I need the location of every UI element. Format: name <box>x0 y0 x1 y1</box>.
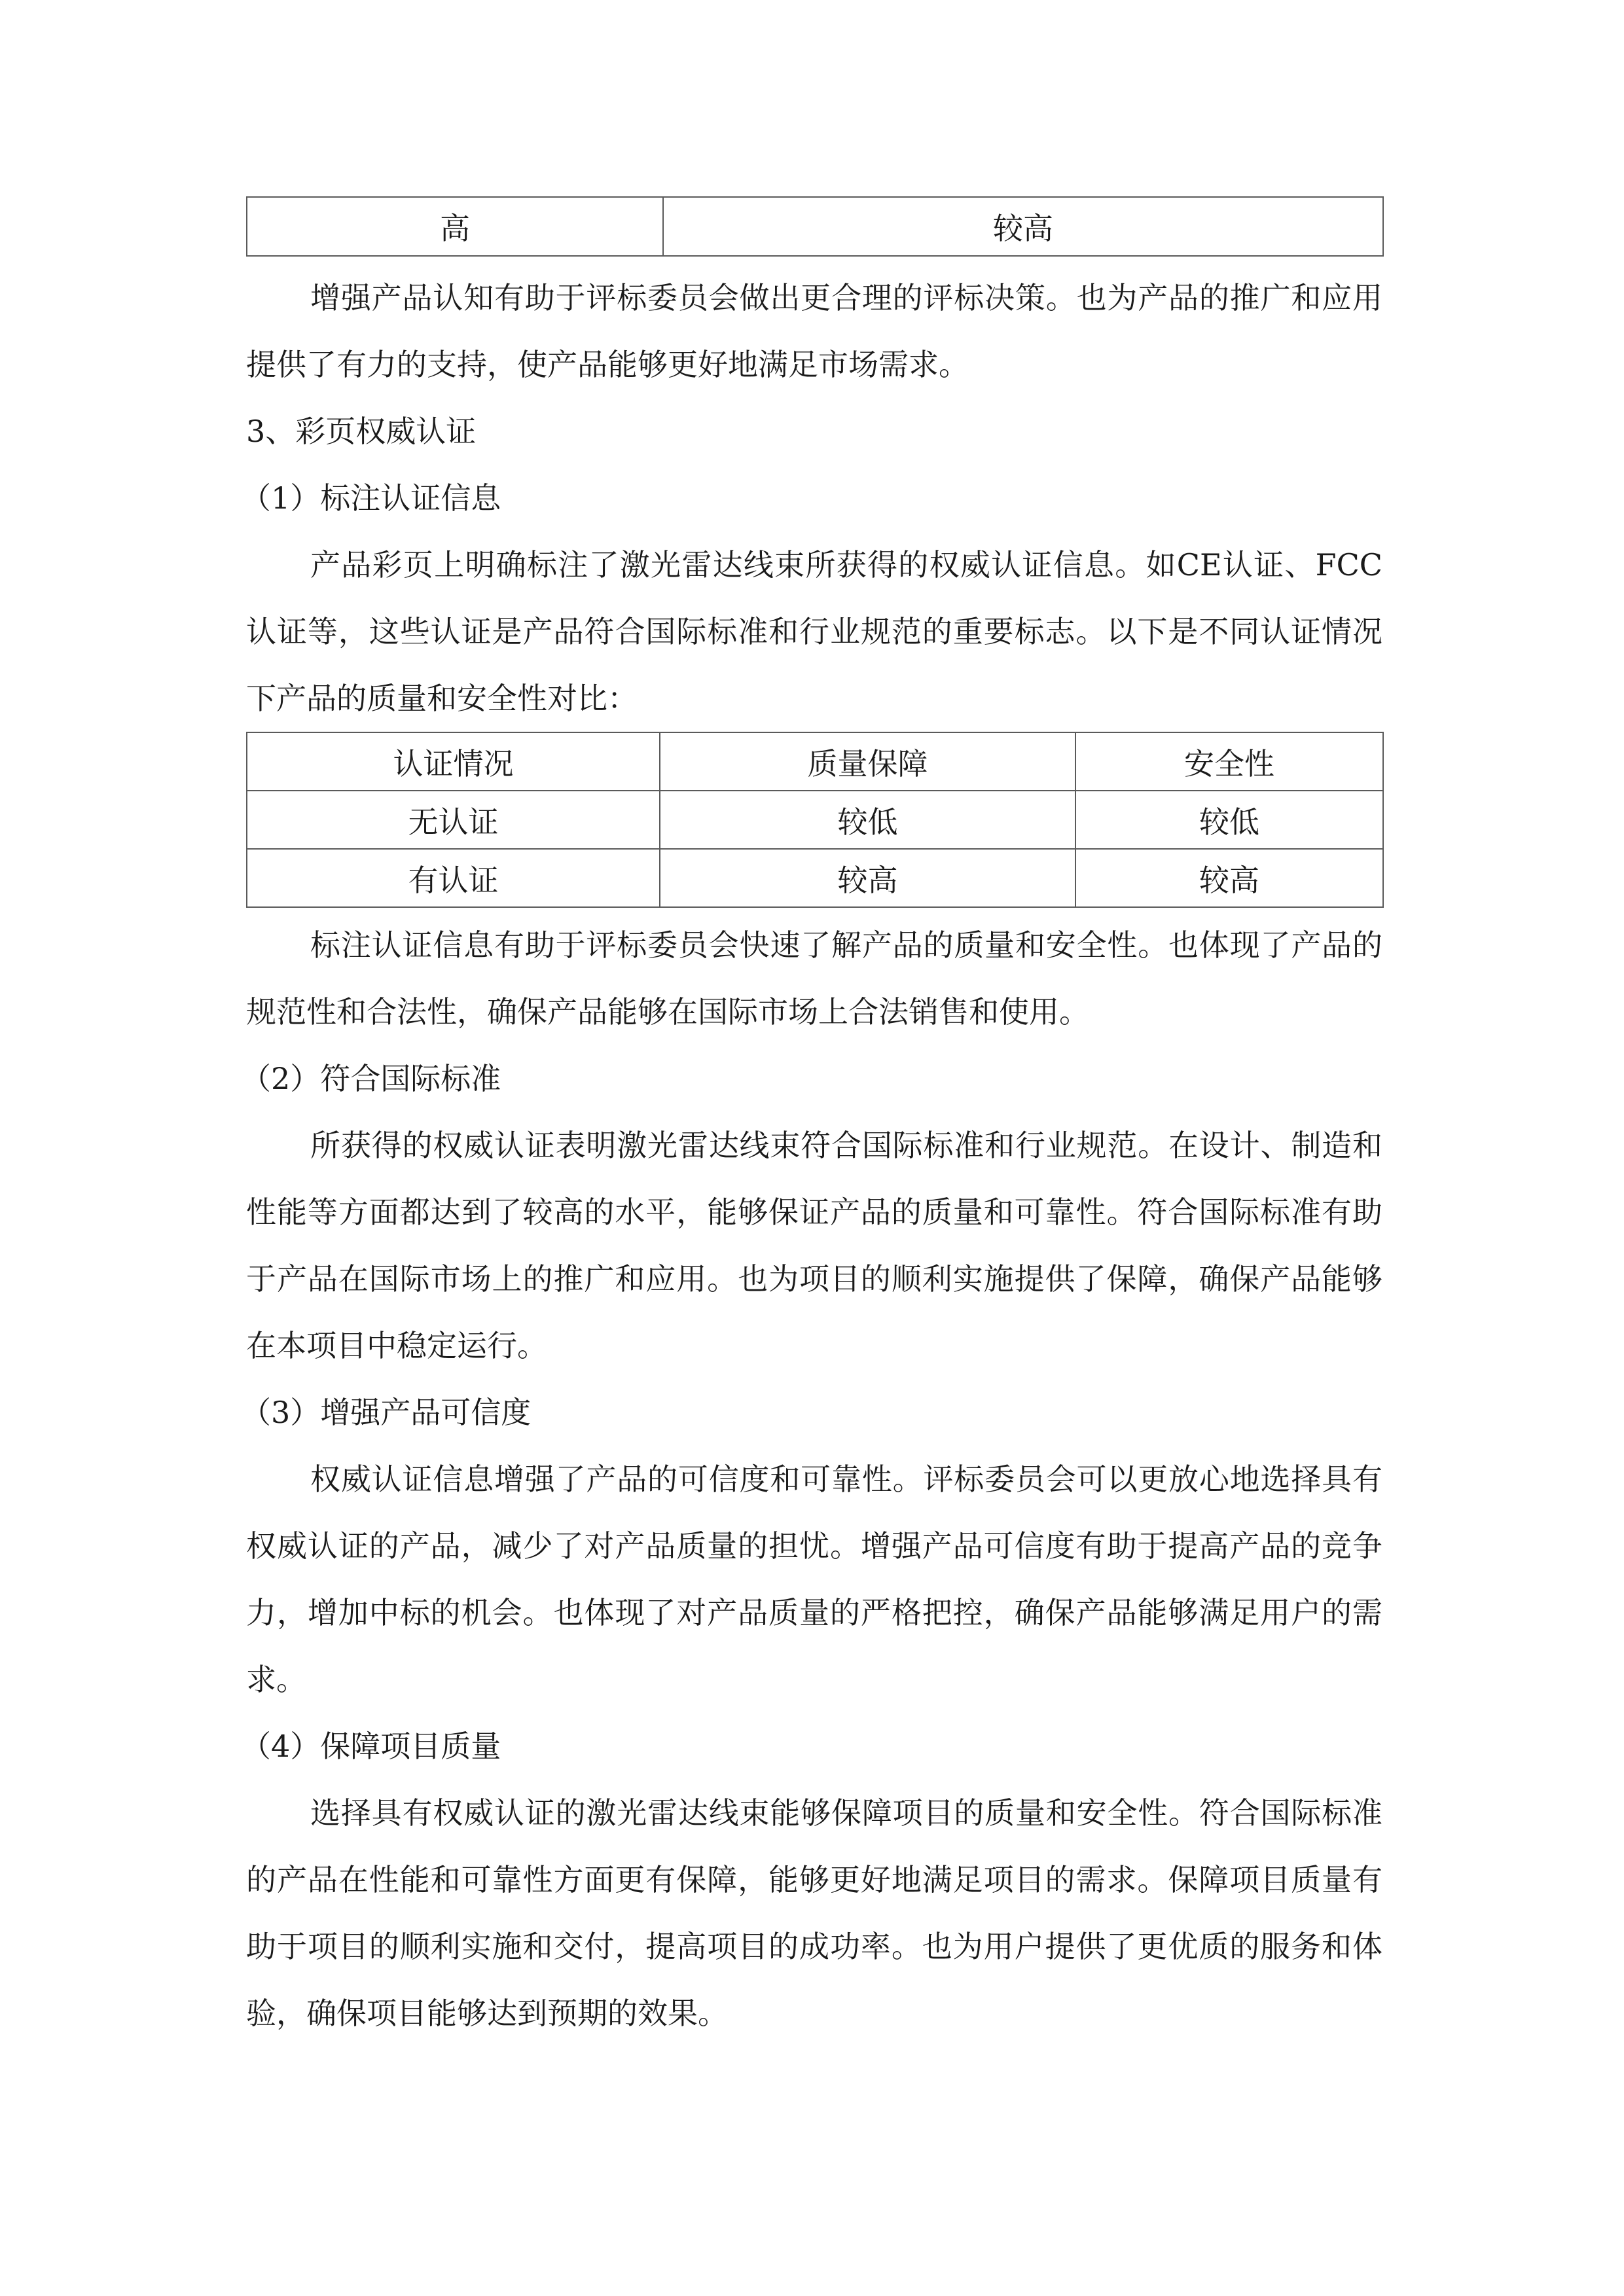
paragraph-credibility: 权威认证信息增强了产品的可信度和可靠性。评标委员会可以更放心地选择具有权威认证的产品，减少了对产品质量的担忧。增强产品可信度有助于提高产品的竞争力，增加中标的机会。也体现了对产品质量的严格把控，确保产品能够满足用户的需求。 <box>246 1462 1382 1697</box>
subsection-title-1: （1）标注认证信息 <box>241 480 501 516</box>
table-cell: 较高 <box>1075 849 1383 907</box>
table-cell: 无认证 <box>247 791 660 849</box>
subsection-title-3: （3）增强产品可信度 <box>241 1395 532 1430</box>
paragraph-certification-intro: 产品彩页上明确标注了激光雷达线束所获得的权威认证信息。如CE认证、FCC认证等，这些认证是产品符合国际标准和行业规范的重要标志。以下是不同认证情况下产品的质量和安全性对比： <box>246 547 1382 716</box>
section-title-3: 3、彩页权威认证 <box>246 414 477 449</box>
subsection-title-2: （2）符合国际标准 <box>241 1061 501 1096</box>
subsection-title-4: （4）保障项目质量 <box>241 1729 501 1764</box>
table-cell: 较低 <box>660 791 1075 849</box>
paragraph-international-standards: 所获得的权威认证表明激光雷达线束符合国际标准和行业规范。在设计、制造和性能等方面都达到了较高的水平，能够保证产品的质量和可靠性。符合国际标准有助于产品在国际市场上的推广和应用。也为项目的顺利实施提供了保障，确保产品能够在本项目中稳定运行。 <box>246 1128 1382 1363</box>
table-header-row <box>247 732 1383 791</box>
table-row <box>247 849 1383 907</box>
table-header-cell: 认证情况 <box>247 732 660 791</box>
table-cell: 高 <box>247 197 663 256</box>
comparison-table-continued <box>246 196 1384 257</box>
certification-comparison-table <box>246 732 1384 908</box>
table-cell: 较低 <box>1075 791 1383 849</box>
paragraph-project-quality: 选择具有权威认证的激光雷达线束能够保障项目的质量和安全性。符合国际标准的产品在性能和可靠性方面更有保障，能够更好地满足项目的需求。保障项目质量有助于项目的顺利实施和交付，提高项目的成功率。也为用户提供了更优质的服务和体验，确保项目能够达到预期的效果。 <box>246 1795 1382 2031</box>
table-cell: 有认证 <box>247 849 660 907</box>
document-page <box>241 196 1382 2047</box>
table-cell: 较高 <box>660 849 1075 907</box>
table-header-cell: 质量保障 <box>660 732 1075 791</box>
table-row <box>247 197 1383 256</box>
paragraph-product-awareness: 增强产品认知有助于评标委员会做出更合理的评标决策。也为产品的推广和应用提供了有力的支持，使产品能够更好地满足市场需求。 <box>246 280 1382 382</box>
table-cell: 较高 <box>663 197 1383 256</box>
table-row <box>247 791 1383 849</box>
paragraph-certification-benefit: 标注认证信息有助于评标委员会快速了解产品的质量和安全性。也体现了产品的规范性和合法性，确保产品能够在国际市场上合法销售和使用。 <box>246 927 1382 1030</box>
table-header-cell: 安全性 <box>1075 732 1383 791</box>
